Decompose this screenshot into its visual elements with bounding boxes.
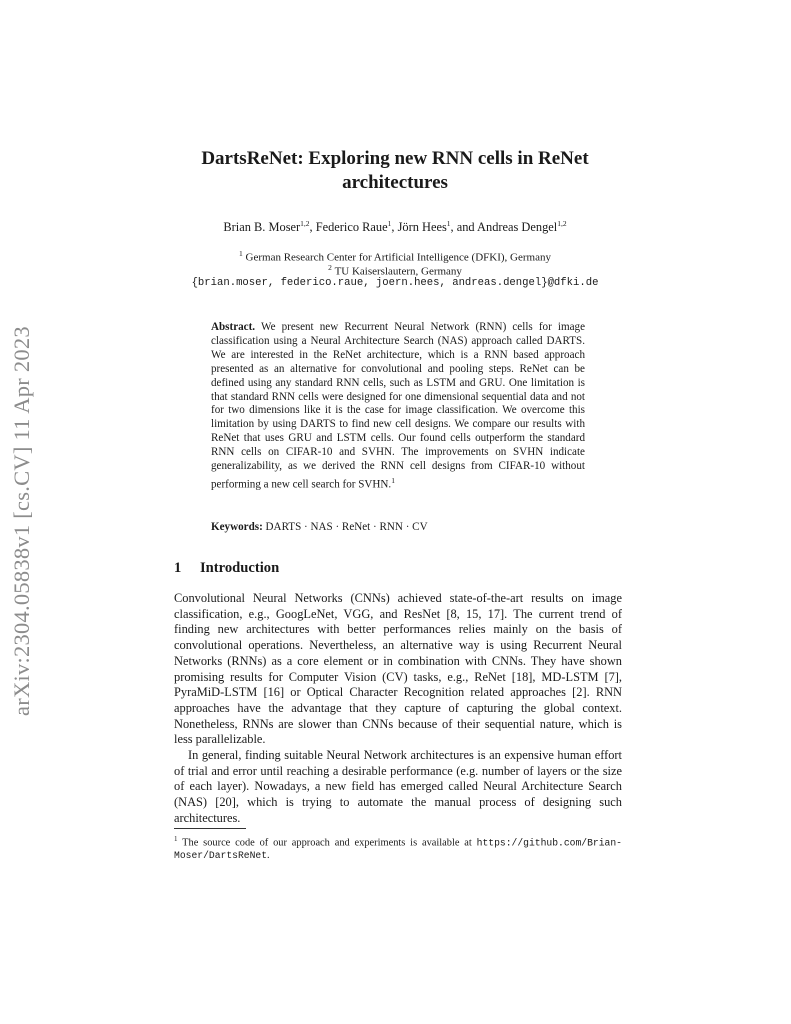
author-emails: {brian.moser, federico.raue, joern.hees, andreas.dengel}@dfki.de xyxy=(191,277,599,289)
keywords xyxy=(211,520,585,534)
keywords-label: Keywords: xyxy=(211,521,263,533)
footnote xyxy=(174,833,622,862)
author-name: Brian B. Moser xyxy=(223,220,301,235)
keywords-text: DARTS · NAS · ReNet · RNN · CV xyxy=(265,521,428,533)
footnote-link[interactable]: https://github.com/Brian-Moser/DartsReNet xyxy=(174,837,622,862)
footnote-text: The source code of our approach and experiments is available at xyxy=(182,837,477,849)
author-affiliation-mark: 1 xyxy=(387,219,392,228)
paper-title-line-1: DartsReNet: Exploring new RNN cells in ReNet xyxy=(201,148,589,169)
footnote-end: . xyxy=(267,850,270,862)
affiliation-mark: 1 xyxy=(239,249,243,258)
section-number: 1 xyxy=(174,560,182,576)
paper-title-line-2: architectures xyxy=(342,172,448,193)
author-name: Jörn Hees xyxy=(397,220,447,235)
author-separator: , and xyxy=(450,220,478,235)
author-list xyxy=(150,216,640,235)
author-separator: , xyxy=(309,220,316,235)
author-affiliation-mark: 1 xyxy=(446,219,451,228)
section-title: Introduction xyxy=(200,560,280,576)
author-affiliation-mark: 1,2 xyxy=(557,219,567,228)
author-separator: , xyxy=(391,220,398,235)
author-affiliation-mark: 1,2 xyxy=(300,219,310,228)
footnote-number: 1 xyxy=(174,835,178,843)
arxiv-identifier-stamp: arXiv:2304.05838v1 [cs.CV] 11 Apr 2023 xyxy=(9,326,34,716)
abstract-text: We present new Recurrent Neural Network (RNN) cells for image classification using a Neural Architecture Search (NAS) approach called DARTS. We are interested in the ReNet architecture, which is a RNN based approach presented as an alternative for convolutional and pooling steps. ReNet can be defined using any standard RNN cells, such as LSTM and GRU. One limitation is that standard RNN cells were designed for one dimensional sequential data and not for two dimensions like it is the case for image classification. We overcome this limitation by using DARTS to find new cell designs. We compare our results with ReNet that uses GRU and LSTM cells. Our found cells outperform the standard RNN cells on CIFAR-10 and SVHN. The improvements on SVHN indicate generalizability, as we derived the RNN cell designs from CIFAR-10 without performing a new cell search for SVHN. xyxy=(211,321,585,491)
footnote-rule xyxy=(174,828,246,829)
paper-title xyxy=(150,147,640,195)
affiliation-text: TU Kaiserslautern, Germany xyxy=(334,265,462,278)
author-name: Andreas Dengel xyxy=(477,220,558,235)
affiliation-text: German Research Center for Artificial Intelligence (DFKI), Germany xyxy=(245,251,551,264)
section-heading-introduction xyxy=(174,559,279,577)
affiliation-mark: 2 xyxy=(328,263,332,272)
body-paragraph: In general, finding suitable Neural Network architectures is an expensive human effort of trial and error until reaching a desirable performance (e.g. number of layers or the size of each layer). Nowadays, a new field has emerged called Neural Architecture Search (NAS) [20], which is trying to automate the manual process of designing such architectures. xyxy=(174,748,622,825)
abstract-label: Abstract. xyxy=(211,321,256,333)
introduction-body xyxy=(174,591,622,827)
footnote-mark: 1 xyxy=(391,475,395,485)
body-paragraph: Convolutional Neural Networks (CNNs) achieved state-of-the-art results on image classification, e.g., GoogLeNet, VGG, and ResNet [8, 15, 17]. The current trend of finding new architectures with better performances relies mainly on the basis of convolutional operations. Nevertheless, an alternative way is using Recurrent Neural Networks (RNNs) as a core element or in combination with CNNs. They have shown promising results for Computer Vision (CV) tasks, e.g., ReNet [18], MD-LSTM [7], PyraMiD-LSTM [16] or Optical Character Recognition related approaches [2]. RNN approaches have the advantage that they capture of capturing the global context. Nonetheless, RNNs are slower than CNNs because of their sequential nature, which is less parallelizable. xyxy=(174,591,622,747)
abstract xyxy=(211,321,585,493)
author-name: Federico Raue xyxy=(315,220,388,235)
